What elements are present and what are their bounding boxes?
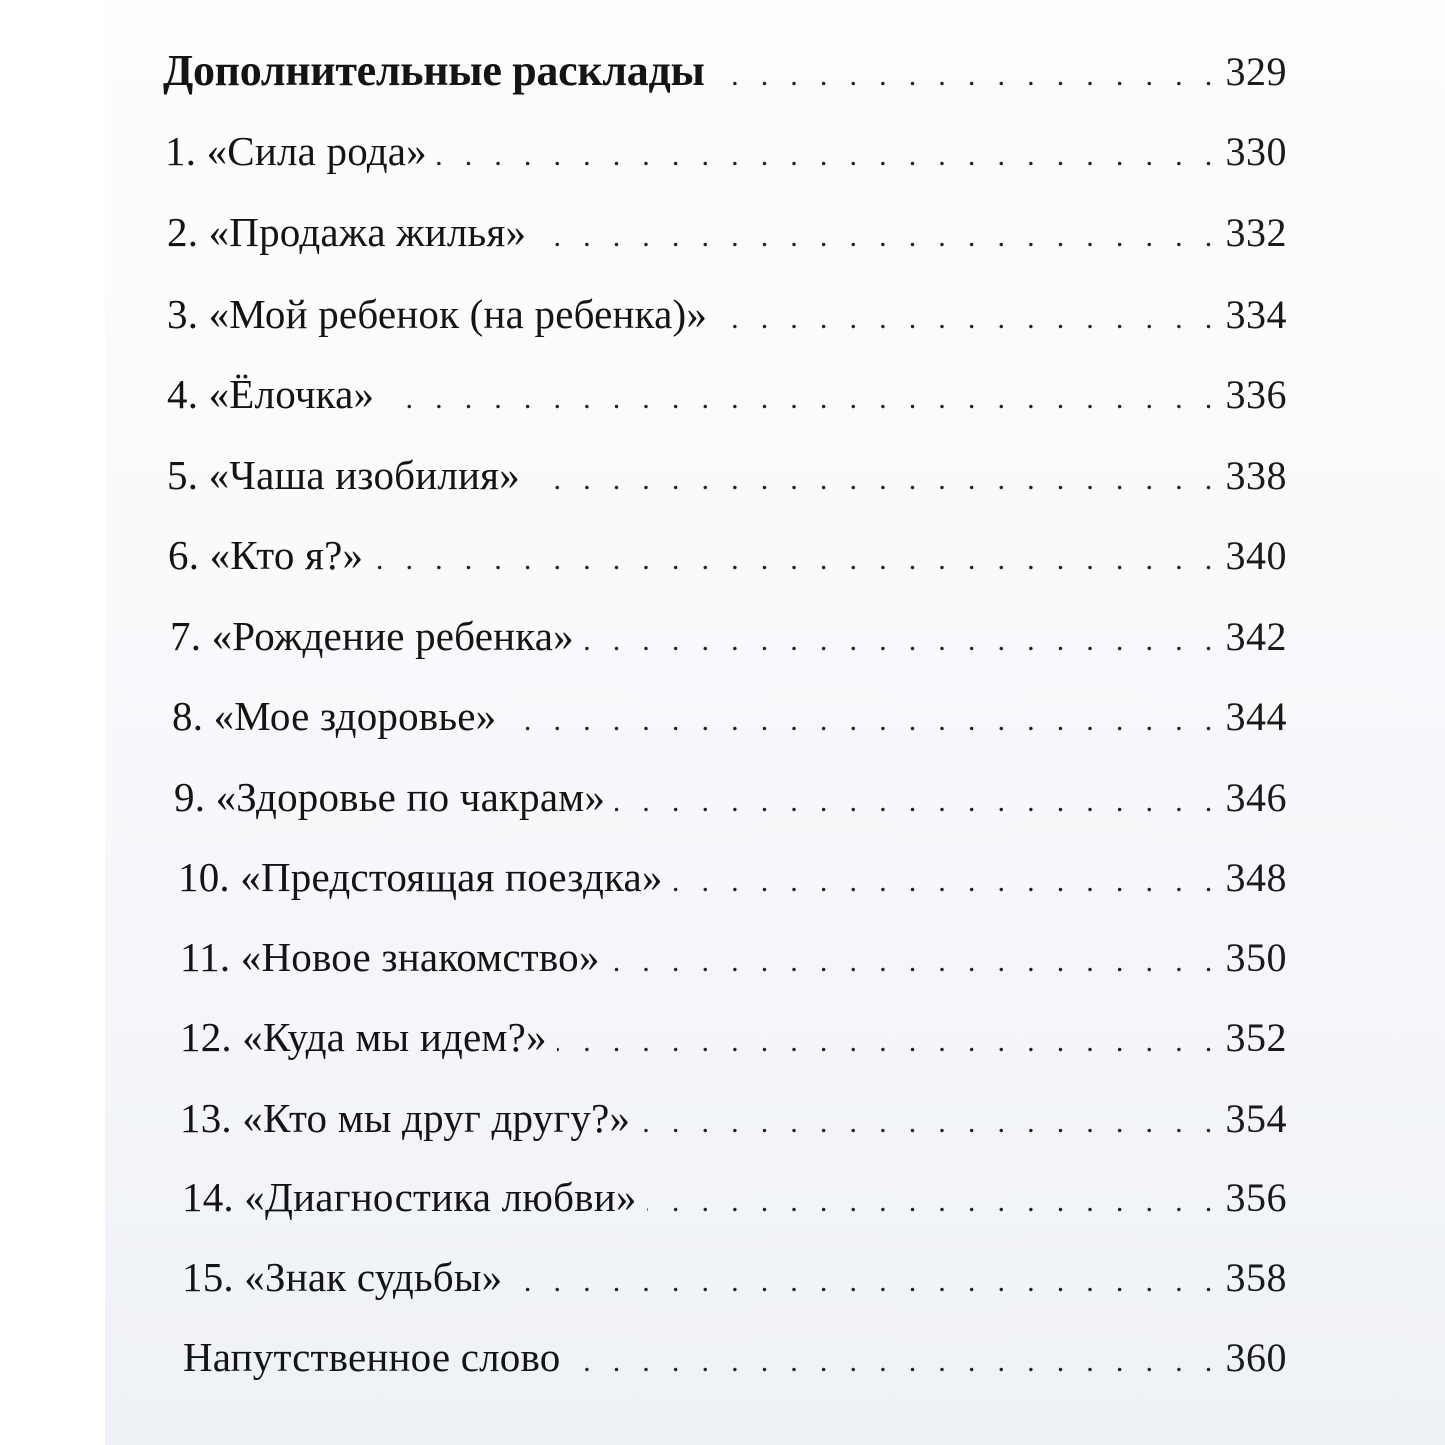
dot-leader (717, 302, 1219, 336)
toc-entry[interactable] (165, 127, 1287, 187)
toc-entry-title: 2. «Продажа жилья» (167, 209, 527, 255)
dot-leader (640, 1106, 1219, 1140)
dot-leader (506, 704, 1219, 738)
toc-entry[interactable] (172, 692, 1287, 752)
toc-entry-title: 13. «Кто мы друг другу?» (180, 1095, 631, 1141)
toc-page-number: 344 (1225, 694, 1287, 739)
toc-page-number: 342 (1225, 614, 1287, 659)
dot-leader (384, 382, 1219, 416)
dot-leader (647, 1185, 1220, 1219)
toc-entry[interactable] (182, 1253, 1287, 1313)
toc-page-number: 338 (1225, 453, 1287, 498)
toc-entry-title: 6. «Кто я?» (168, 532, 364, 578)
toc-page-number: 348 (1225, 855, 1287, 900)
toc-page-number: 332 (1225, 210, 1287, 255)
toc-entry-title: 8. «Мое здоровье» (172, 693, 497, 739)
dot-leader (610, 945, 1220, 979)
toc-page-number: 356 (1225, 1175, 1287, 1220)
toc-heading-title: Дополнительные расклады (163, 46, 705, 95)
toc-entry[interactable] (168, 531, 1287, 591)
dot-leader (437, 139, 1220, 173)
dot-leader (570, 1345, 1219, 1379)
toc-page-number: 352 (1225, 1015, 1287, 1060)
toc-entry[interactable] (167, 370, 1287, 430)
dot-leader (584, 624, 1220, 658)
dot-leader (615, 785, 1219, 819)
toc-entry[interactable] (180, 1094, 1287, 1154)
toc-page-number: 330 (1225, 129, 1287, 174)
toc-entry-title: 3. «Мой ребенок (на ребенка)» (167, 291, 708, 337)
toc-entry-title: 4. «Ёлочка» (167, 371, 375, 417)
toc-entry[interactable] (180, 933, 1287, 993)
dot-leader (373, 543, 1219, 577)
toc-heading-row[interactable] (163, 45, 1287, 105)
toc-entry-title: 9. «Здоровье по чакрам» (174, 774, 606, 820)
toc-closing-row[interactable] (183, 1333, 1287, 1393)
toc-entry[interactable] (167, 451, 1287, 511)
toc-closing-title: Напутственное слово (183, 1334, 561, 1380)
dot-leader (715, 59, 1220, 93)
toc-entry-title: 15. «Знак судьбы» (182, 1254, 503, 1300)
dot-leader (530, 463, 1220, 497)
dot-leader (673, 865, 1220, 899)
toc-page-number: 354 (1225, 1096, 1287, 1141)
toc-entry-title: 1. «Сила рода» (165, 128, 427, 174)
toc-entry[interactable] (170, 612, 1287, 672)
dot-leader (557, 1025, 1220, 1059)
toc-entry[interactable] (178, 853, 1287, 913)
toc-entry[interactable] (174, 773, 1287, 833)
toc-page-number: 329 (1225, 49, 1287, 94)
toc-entry[interactable] (182, 1173, 1287, 1233)
toc-page-number: 334 (1225, 292, 1287, 337)
toc-page-number: 346 (1225, 775, 1287, 820)
toc-page-number: 336 (1225, 372, 1287, 417)
dot-leader (512, 1265, 1219, 1299)
toc-entry-title: 12. «Куда мы идем?» (180, 1014, 547, 1060)
toc-entry[interactable] (167, 208, 1287, 268)
toc-entry-title: 7. «Рождение ребенка» (170, 613, 574, 659)
toc-entry-title: 5. «Чаша изобилия» (167, 452, 520, 498)
toc-entry-title: 14. «Диагностика любви» (182, 1174, 637, 1220)
toc-entry-title: 10. «Предстоящая поездка» (178, 854, 663, 900)
toc-page-number: 350 (1225, 935, 1287, 980)
dot-leader (536, 220, 1219, 254)
toc-entry[interactable] (180, 1013, 1287, 1073)
toc-entry-title: 11. «Новое знакомство» (180, 934, 600, 980)
toc-entry[interactable] (167, 290, 1287, 350)
toc-page-number: 360 (1225, 1335, 1287, 1380)
toc-page-number: 340 (1225, 533, 1287, 578)
toc-page-number: 358 (1225, 1255, 1287, 1300)
